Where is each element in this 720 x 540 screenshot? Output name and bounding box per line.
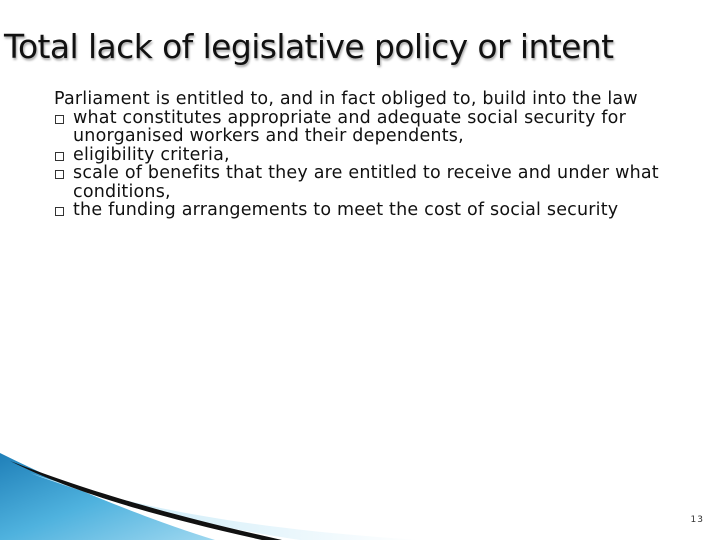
bullet-item <box>54 201 684 220</box>
bullet-item <box>54 109 684 146</box>
slide-title: Total lack of legislative policy or intent <box>4 27 614 66</box>
bullet-item <box>54 164 684 201</box>
decorative-swoosh <box>0 453 720 540</box>
hollow-square-bullet-icon <box>55 152 64 161</box>
hollow-square-bullet-icon <box>55 170 64 179</box>
hollow-square-bullet-icon <box>55 115 64 124</box>
bullet-text: the funding arrangements to meet the cost of social security <box>73 200 619 220</box>
bullet-text: eligibility criteria, <box>73 144 230 165</box>
slide-body <box>54 90 684 220</box>
intro-text: Parliament is entitled to, and in fact obliged to, build into the law <box>54 89 638 109</box>
hollow-square-bullet-icon <box>55 207 64 216</box>
bullet-text: what constitutes appropriate and adequate social security for unorganised workers and their dependents, <box>73 107 626 146</box>
page-number: 13 <box>690 515 704 525</box>
bullet-item <box>54 146 684 165</box>
bullet-list <box>54 109 684 220</box>
bullet-text: scale of benefits that they are entitled to receive and under what conditions, <box>73 163 659 202</box>
